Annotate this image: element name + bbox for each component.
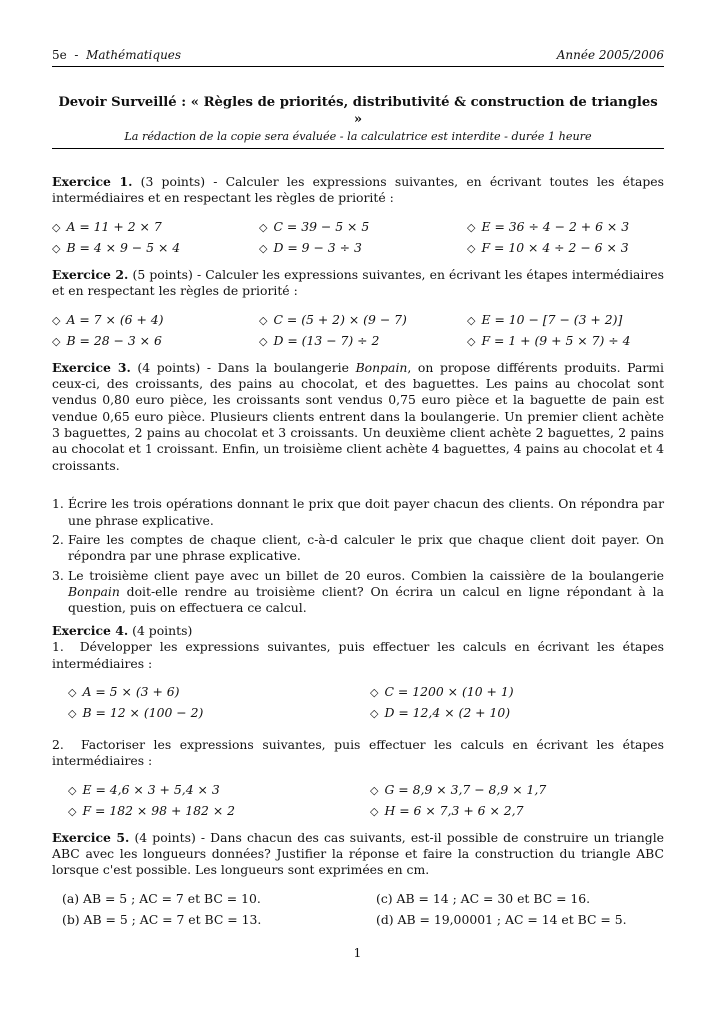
exercise-5-intro: Exercice 5. (4 points) - Dans chacun des cas suivants, est-il possible de construire un triangle ABC avec les longueurs données? Justifier la réponse et faire la construction du triangle ABC lorsque c'est possible. Les longueurs sont exprimées en cm. xyxy=(52,829,664,878)
exercise-3-intro: Exercice 3. (4 points) - Dans la boulangerie Bonpain, on propose différents produits. Parmi ceux-ci, des croissants, des pains au chocolat, et des baguettes. Les pains au chocolat sont vendus 0,80 euro pièce, les croissants sont vendus 0,75 euro pièce et la baguette de pain est vendue 0,65 euro pièce. Plusieurs clients entrent dans la boulangerie. Un premier client achète 3 baguettes, 2 pains au chocolat et 3 croissants. Un deuxième client achète 2 baguettes, 2 pains au chocolat et 1 croissant. Enfin, un troisième client achète 4 baguettes, 4 pains au chocolat et 4 croissants. xyxy=(52,359,664,473)
class-level: 5e xyxy=(52,48,67,62)
list-item: ◇ F = 1 + (9 + 5 × 7) ÷ 4 xyxy=(467,332,631,348)
document-title: Devoir Surveillé : « Règles de priorités, distributivité & construction de triangles » xyxy=(58,95,658,128)
list-item: ◇ G = 8,9 × 3,7 − 8,9 × 1,7 xyxy=(370,781,547,797)
page-number: 1 xyxy=(353,945,362,960)
list-item: 1. Écrire les trois opérations donnant le prix que doit payer chacun des clients. On répondra par une phrase explicative. xyxy=(52,496,664,528)
list-item: ◇ E = 36 ÷ 4 − 2 + 6 × 3 xyxy=(467,218,630,234)
list-item: 3. Le troisième client paye avec un billet de 20 euros. Combien la caissière de la boulangerie Bonpain doit-elle rendre au troisième client? On écrira un calcul en ligne répondant à la question, puis on effectuera ce calcul. xyxy=(52,567,664,616)
list-item: ◇ C = 1200 × (10 + 1) xyxy=(370,683,514,699)
exercise-4 xyxy=(52,623,664,821)
exercise-4-intro: Exercice 4. (4 points) xyxy=(52,622,193,638)
exercise-3-questions xyxy=(52,496,664,617)
list-item: (d) AB = 19,00001 ; AC = 14 et BC = 5. xyxy=(376,911,627,927)
exercise-1-label: Exercice 1. xyxy=(52,174,133,189)
exercise-3 xyxy=(52,360,664,617)
exercise-4-part-2: 2. Factoriser les expressions suivantes, puis effectuer les calculs en écrivant les étapes intermédiaires : xyxy=(52,736,664,769)
list-item: ◇ F = 10 × 4 ÷ 2 − 6 × 3 xyxy=(467,239,629,255)
header-left xyxy=(52,48,181,64)
exercise-1-text: (3 points) - Calculer les expressions suivantes, en écrivant toutes les étapes intermédiaires et en respectant les règles de priorité : xyxy=(52,174,664,206)
exercise-2 xyxy=(52,267,664,351)
list-item: 2. Faire les comptes de chaque client, c-à-d calculer le prix que chaque client doit payer. On répondra par une phrase explicative. xyxy=(52,531,664,564)
shop-name: Bonpain xyxy=(355,359,408,375)
exercise-2-text: (5 points) - Calculer les expressions suivantes, en écrivant les étapes intermédiaires et en respectant les règles de priorité : xyxy=(52,266,664,299)
exercise-2-intro xyxy=(52,267,664,300)
subject: Mathématiques xyxy=(86,48,182,62)
page-header xyxy=(52,48,664,67)
exercise-5 xyxy=(52,830,664,930)
list-item: (a) AB = 5 ; AC = 7 et BC = 10. xyxy=(62,890,261,906)
exercise-2-label: Exercice 2. xyxy=(52,266,129,282)
list-item: ◇ A = 5 × (3 + 6) xyxy=(68,683,180,699)
document-subtitle: La rédaction de la copie sera évaluée - la calculatrice est interdite - durée 1 heure xyxy=(124,129,592,143)
list-item: (c) AB = 14 ; AC = 30 et BC = 16. xyxy=(376,890,591,906)
title-separator xyxy=(52,148,664,149)
exercise-5-label: Exercice 5. xyxy=(52,829,130,845)
exercise-3-label: Exercice 3. xyxy=(52,359,131,375)
list-item: ◇ D = (13 − 7) ÷ 2 xyxy=(259,332,380,348)
list-item: (b) AB = 5 ; AC = 7 et BC = 13. xyxy=(62,911,262,927)
exercises xyxy=(52,174,664,930)
list-item: ◇ C = (5 + 2) × (9 − 7) xyxy=(259,311,407,327)
list-item: ◇ A = 7 × (6 + 4) xyxy=(52,311,164,327)
school-year: Année 2005/2006 xyxy=(556,48,664,62)
exercise-4-items-1 xyxy=(68,681,664,723)
list-item: ◇ H = 6 × 7,3 + 6 × 2,7 xyxy=(370,802,524,818)
list-item: ◇ E = 10 − [7 − (3 + 2)] xyxy=(467,311,623,327)
list-item: ◇ A = 11 + 2 × 7 xyxy=(52,218,162,234)
list-item: ◇ C = 39 − 5 × 5 xyxy=(259,218,370,234)
exercise-1-items xyxy=(52,216,664,258)
exercise-4-part-1: 1. Développer les expressions suivantes, puis effectuer les calculs en écrivant les étapes intermédiaires : xyxy=(52,639,664,671)
exercise-1-intro xyxy=(52,174,664,207)
title-block xyxy=(52,94,664,145)
header-sep: - xyxy=(74,48,79,62)
list-item: ◇ D = 12,4 × (2 + 10) xyxy=(370,704,511,720)
exercise-5-items xyxy=(62,888,664,930)
list-item: ◇ B = 4 × 9 − 5 × 4 xyxy=(52,239,181,255)
list-item: ◇ E = 4,6 × 3 + 5,4 × 3 xyxy=(68,781,220,797)
exercise-4-items-2 xyxy=(68,779,664,821)
exercise-4-label: Exercice 4. xyxy=(52,622,129,638)
list-item: ◇ B = 28 − 3 × 6 xyxy=(52,332,162,348)
exercise-2-items xyxy=(52,309,664,351)
exercise-1 xyxy=(52,174,664,258)
list-item: ◇ D = 9 − 3 ÷ 3 xyxy=(259,239,362,255)
list-item: ◇ F = 182 × 98 + 182 × 2 xyxy=(68,802,236,818)
list-item: ◇ B = 12 × (100 − 2) xyxy=(68,704,204,720)
